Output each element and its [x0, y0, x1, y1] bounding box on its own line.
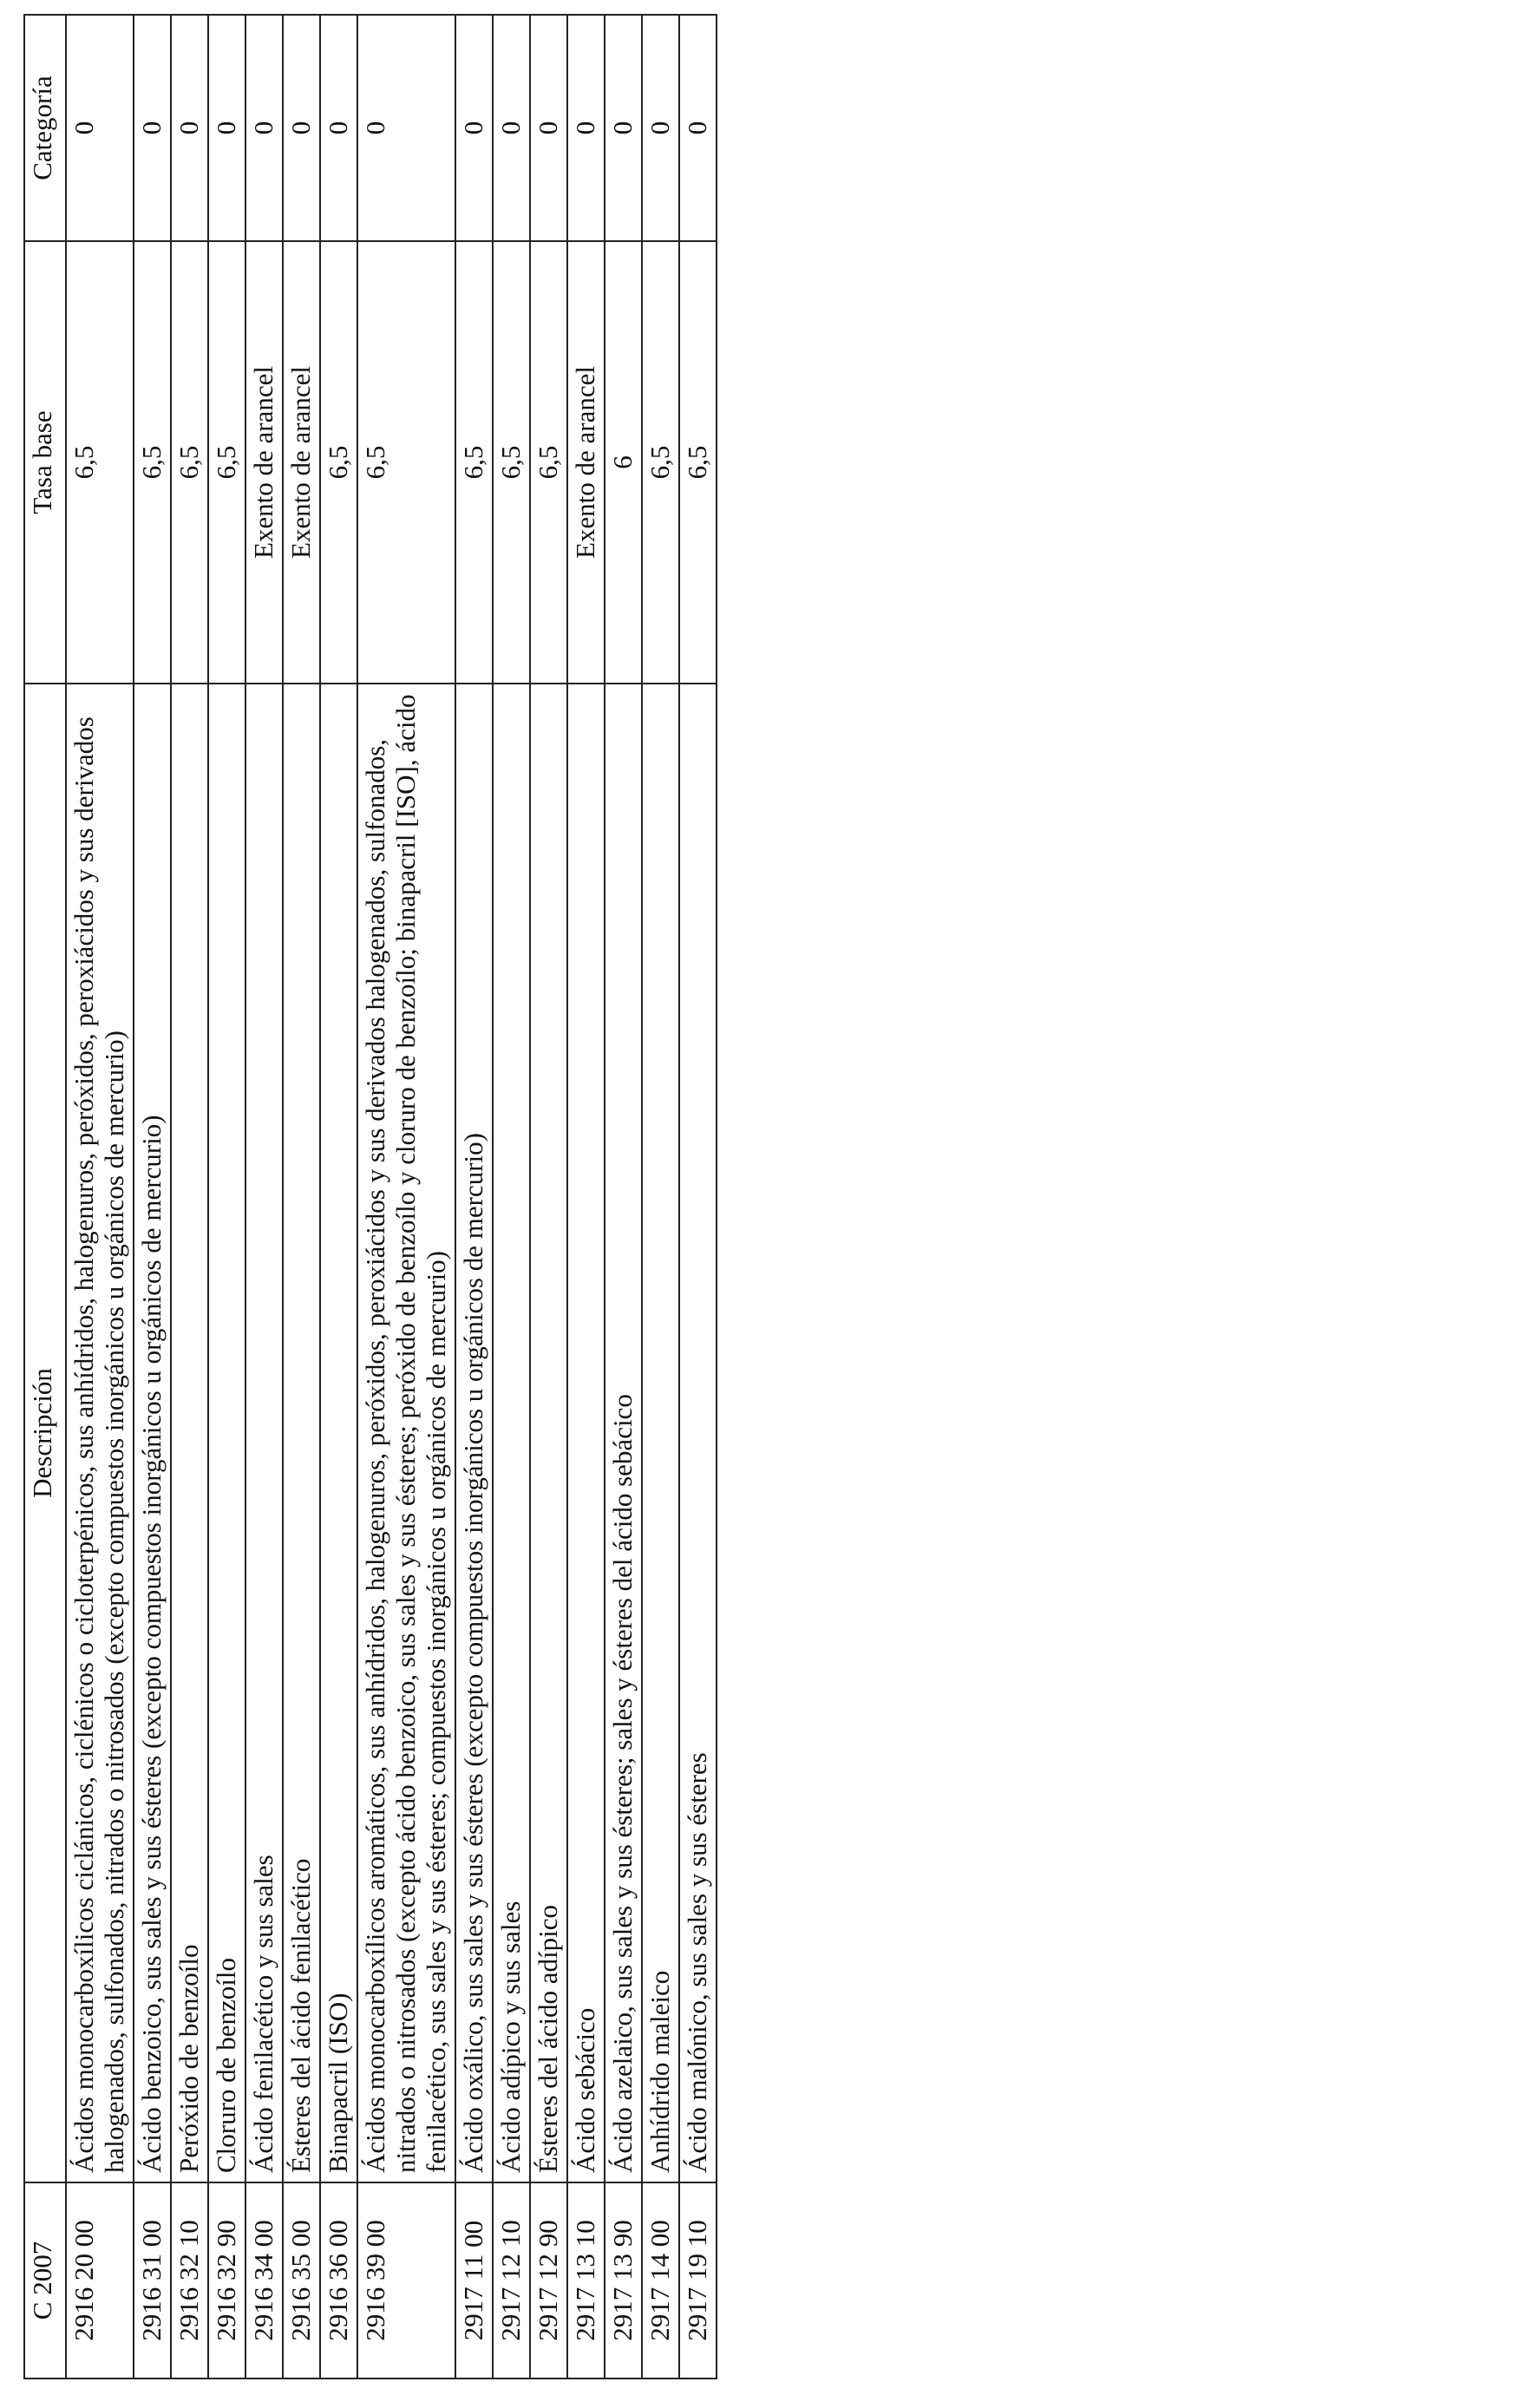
code-cell: 2917 14 00 — [642, 2182, 679, 2379]
description-cell: Peróxido de benzoílo — [171, 684, 208, 2182]
rate-cell: Exento de arancel — [283, 241, 320, 684]
table-row — [567, 15, 605, 2379]
header-description: Descripción — [24, 684, 66, 2182]
code-cell: 2916 39 00 — [357, 2182, 455, 2379]
description-cell: Anhídrido maleico — [642, 684, 679, 2182]
code-cell: 2917 13 10 — [567, 2182, 605, 2379]
description-cell: Ésteres del ácido fenilacético — [283, 684, 320, 2182]
code-cell: 2917 12 90 — [530, 2182, 567, 2379]
code-cell: 2917 19 10 — [679, 2182, 717, 2379]
category-cell: 0 — [134, 15, 171, 241]
rate-cell: 6,5 — [530, 241, 567, 684]
code-cell: 2917 12 10 — [493, 2182, 530, 2379]
description-cell: Ácido adípico y sus sales — [493, 684, 530, 2182]
rate-cell: 6,5 — [455, 241, 493, 684]
rate-cell: 6,5 — [357, 241, 455, 684]
code-cell: 2917 11 00 — [455, 2182, 493, 2379]
rate-cell: Exento de arancel — [567, 241, 605, 684]
description-cell: Ácido oxálico, sus sales y sus ésteres (excepto compuestos inorgánicos u orgánicos de mercurio) — [455, 684, 493, 2182]
category-cell: 0 — [567, 15, 605, 241]
rate-cell: 6,5 — [320, 241, 357, 684]
code-cell: 2916 32 10 — [171, 2182, 208, 2379]
table-row — [245, 15, 283, 2379]
table-row — [134, 15, 171, 2379]
table-row — [66, 15, 134, 2379]
category-cell: 0 — [493, 15, 530, 241]
rate-cell: 6,5 — [171, 241, 208, 684]
rate-cell: Exento de arancel — [245, 241, 283, 684]
category-cell: 0 — [320, 15, 357, 241]
code-cell: 2916 36 00 — [320, 2182, 357, 2379]
category-cell: 0 — [357, 15, 455, 241]
code-cell: 2916 35 00 — [283, 2182, 320, 2379]
description-cell: Ácido fenilacético y sus sales — [245, 684, 283, 2182]
tariff-table — [23, 14, 717, 2379]
table-row — [605, 15, 642, 2379]
category-cell: 0 — [605, 15, 642, 241]
code-cell: 2916 31 00 — [134, 2182, 171, 2379]
rate-cell: 6,5 — [493, 241, 530, 684]
table-row — [357, 15, 455, 2379]
header-category: Categoría — [24, 15, 66, 241]
code-cell: 2916 20 00 — [66, 2182, 134, 2379]
code-cell: 2916 34 00 — [245, 2182, 283, 2379]
rate-cell: 6 — [605, 241, 642, 684]
category-cell: 0 — [530, 15, 567, 241]
description-cell: Ácido azelaico, sus sales y sus ésteres; sales y ésteres del ácido sebácico — [605, 684, 642, 2182]
header-row — [24, 15, 66, 2379]
category-cell: 0 — [171, 15, 208, 241]
description-cell: Binapacril (ISO) — [320, 684, 357, 2182]
description-cell: Ácido sebácico — [567, 684, 605, 2182]
category-cell: 0 — [208, 15, 245, 241]
category-cell: 0 — [283, 15, 320, 241]
description-cell: Ácidos monocarboxílicos aromáticos, sus anhídridos, halogenuros, peróxidos, peroxiácidos y sus derivados halogenados, sulfonados, nitrados o nitrosados (excepto ácido benzoico, sus sales y sus ésteres; peróxido de benzoílo y cloruro de benzoílo; binapacril [ISO], ácido fenilacético, sus sales y sus ésteres; compuestos inorgánicos u orgánicos de mercurio) — [357, 684, 455, 2182]
table-row — [642, 15, 679, 2379]
table-row — [283, 15, 320, 2379]
code-cell: 2917 13 90 — [605, 2182, 642, 2379]
table-row — [171, 15, 208, 2379]
rate-cell: 6,5 — [679, 241, 717, 684]
table-row — [208, 15, 245, 2379]
category-cell: 0 — [245, 15, 283, 241]
description-cell: Ácido benzoico, sus sales y sus ésteres (excepto compuestos inorgánicos u orgánicos de mercurio) — [134, 684, 171, 2182]
header-rate: Tasa base — [24, 241, 66, 684]
rate-cell: 6,5 — [208, 241, 245, 684]
rate-cell: 6,5 — [642, 241, 679, 684]
table-row — [530, 15, 567, 2379]
description-cell: Cloruro de benzoílo — [208, 684, 245, 2182]
table-row — [455, 15, 493, 2379]
category-cell: 0 — [679, 15, 717, 241]
table-row — [320, 15, 357, 2379]
table-row — [493, 15, 530, 2379]
code-cell: 2916 32 90 — [208, 2182, 245, 2379]
category-cell: 0 — [642, 15, 679, 241]
rate-cell: 6,5 — [66, 241, 134, 684]
description-cell: Ácidos monocarboxílicos ciclánicos, ciclénicos o cicloterpénicos, sus anhídridos, halogenuros, peróxidos, peroxiácidos y sus derivados halogenados, sulfonados, nitrados o nitrosados (excepto compuestos inorgánicos u orgánicos de mercurio) — [66, 684, 134, 2182]
category-cell: 0 — [66, 15, 134, 241]
description-cell: Ácido malónico, sus sales y sus ésteres — [679, 684, 717, 2182]
table-row — [679, 15, 717, 2379]
description-cell: Ésteres del ácido adípico — [530, 684, 567, 2182]
rate-cell: 6,5 — [134, 241, 171, 684]
category-cell: 0 — [455, 15, 493, 241]
header-code: C 2007 — [24, 2182, 66, 2379]
